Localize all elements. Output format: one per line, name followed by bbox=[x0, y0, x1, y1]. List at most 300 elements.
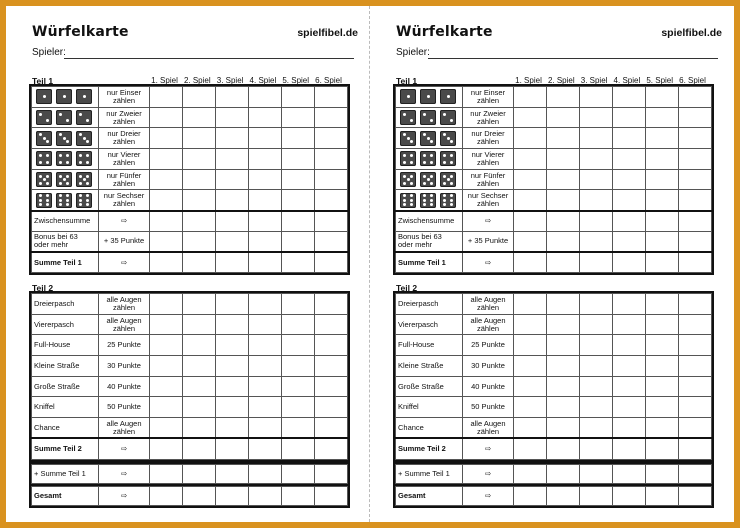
score-cell[interactable] bbox=[547, 418, 580, 439]
score-cell[interactable] bbox=[315, 87, 348, 108]
die-face-6-icon bbox=[56, 193, 72, 208]
score-cell[interactable] bbox=[315, 252, 348, 273]
dice-row bbox=[32, 190, 348, 211]
score-cell[interactable] bbox=[547, 128, 580, 149]
score-cell[interactable] bbox=[547, 231, 580, 252]
score-cell[interactable] bbox=[249, 418, 282, 439]
score-cell[interactable] bbox=[646, 487, 679, 506]
die-face-5-icon bbox=[36, 172, 52, 187]
score-cell[interactable] bbox=[679, 418, 712, 439]
score-cell[interactable] bbox=[646, 169, 679, 190]
score-cell[interactable] bbox=[580, 252, 613, 273]
die-face-6-icon bbox=[400, 193, 416, 208]
rule-text: zählen bbox=[476, 157, 500, 167]
dice-row bbox=[32, 169, 348, 190]
score-cell[interactable] bbox=[249, 487, 282, 506]
combo-row bbox=[396, 376, 712, 397]
score-cell[interactable] bbox=[150, 252, 183, 273]
score-cell[interactable] bbox=[580, 314, 613, 335]
score-cell[interactable] bbox=[646, 314, 679, 335]
score-cell[interactable] bbox=[216, 190, 249, 211]
die-face-5-icon bbox=[76, 172, 92, 187]
score-cell[interactable] bbox=[282, 169, 315, 190]
score-cell[interactable] bbox=[183, 190, 216, 211]
total-table bbox=[31, 486, 348, 506]
score-cell[interactable] bbox=[183, 231, 216, 252]
pip bbox=[447, 137, 450, 140]
score-cell[interactable] bbox=[514, 231, 547, 252]
score-cell[interactable] bbox=[150, 487, 183, 506]
pip bbox=[450, 175, 453, 178]
score-cell[interactable] bbox=[216, 252, 249, 273]
score-cell[interactable] bbox=[547, 335, 580, 356]
score-cell[interactable] bbox=[150, 169, 183, 190]
score-cell[interactable] bbox=[547, 252, 580, 273]
die-face-6-icon bbox=[36, 193, 52, 208]
score-cell[interactable] bbox=[315, 169, 348, 190]
score-cell[interactable] bbox=[613, 314, 646, 335]
score-cell[interactable] bbox=[514, 190, 547, 211]
score-cell[interactable] bbox=[580, 87, 613, 108]
score-cell[interactable] bbox=[183, 107, 216, 128]
score-cell[interactable] bbox=[514, 465, 547, 484]
score-cell[interactable] bbox=[613, 87, 646, 108]
score-cell[interactable] bbox=[150, 356, 183, 377]
score-cell[interactable] bbox=[216, 87, 249, 108]
score-cell[interactable] bbox=[315, 397, 348, 418]
score-cell[interactable] bbox=[679, 252, 712, 273]
score-cell[interactable] bbox=[216, 335, 249, 356]
score-cell[interactable] bbox=[249, 128, 282, 149]
score-cell[interactable] bbox=[646, 190, 679, 211]
score-cell[interactable] bbox=[150, 87, 183, 108]
pip bbox=[46, 182, 49, 185]
score-cell[interactable] bbox=[580, 190, 613, 211]
score-cell[interactable] bbox=[547, 149, 580, 170]
score-cell[interactable] bbox=[514, 211, 547, 232]
die-face-1-icon bbox=[440, 89, 456, 104]
score-cell[interactable] bbox=[249, 190, 282, 211]
pip bbox=[83, 178, 86, 181]
score-cell[interactable] bbox=[679, 87, 712, 108]
score-cell[interactable] bbox=[613, 465, 646, 484]
score-cell[interactable] bbox=[613, 294, 646, 315]
pip bbox=[83, 137, 86, 140]
die-face-4-icon bbox=[420, 151, 436, 166]
score-cell[interactable] bbox=[216, 128, 249, 149]
score-cell[interactable] bbox=[150, 438, 183, 459]
score-cell[interactable] bbox=[150, 128, 183, 149]
pip bbox=[443, 175, 446, 178]
rule-cell bbox=[463, 128, 514, 149]
score-cell[interactable] bbox=[216, 418, 249, 439]
pip bbox=[66, 203, 69, 206]
score-cell[interactable] bbox=[547, 376, 580, 397]
score-cell[interactable] bbox=[150, 107, 183, 128]
bonus-label-cell bbox=[396, 231, 463, 252]
score-cell[interactable] bbox=[249, 231, 282, 252]
score-cell[interactable] bbox=[150, 376, 183, 397]
score-cell[interactable] bbox=[150, 314, 183, 335]
score-cell[interactable] bbox=[547, 87, 580, 108]
score-cell[interactable] bbox=[613, 252, 646, 273]
score-cell[interactable] bbox=[183, 314, 216, 335]
combo-name: Große Straße bbox=[396, 376, 463, 397]
score-cell[interactable] bbox=[613, 335, 646, 356]
score-cell[interactable] bbox=[282, 438, 315, 459]
score-cell[interactable] bbox=[315, 487, 348, 506]
bonus-label: Bonus bei 63 bbox=[398, 232, 442, 242]
bonus-row bbox=[396, 231, 712, 252]
score-cell[interactable] bbox=[150, 335, 183, 356]
dice-cell bbox=[32, 128, 99, 149]
score-cell[interactable] bbox=[613, 149, 646, 170]
pip bbox=[86, 194, 89, 197]
score-cell[interactable] bbox=[679, 438, 712, 459]
score-cell[interactable] bbox=[514, 335, 547, 356]
score-cell[interactable] bbox=[282, 128, 315, 149]
score-cell[interactable] bbox=[216, 211, 249, 232]
score-cell[interactable] bbox=[282, 294, 315, 315]
score-cell[interactable] bbox=[547, 487, 580, 506]
score-cell[interactable] bbox=[183, 356, 216, 377]
combo-points-text: 30 Punkte bbox=[107, 360, 141, 370]
score-cell[interactable] bbox=[249, 211, 282, 232]
score-cell[interactable] bbox=[679, 128, 712, 149]
game-column-header: 4. Spiel bbox=[613, 76, 641, 85]
score-cell[interactable] bbox=[613, 169, 646, 190]
score-cell[interactable] bbox=[315, 211, 348, 232]
score-cell[interactable] bbox=[315, 418, 348, 439]
score-cell[interactable] bbox=[679, 169, 712, 190]
score-cell[interactable] bbox=[514, 169, 547, 190]
score-cell[interactable] bbox=[216, 376, 249, 397]
score-cell[interactable] bbox=[613, 128, 646, 149]
score-cell[interactable] bbox=[547, 356, 580, 377]
score-cell[interactable] bbox=[679, 356, 712, 377]
score-cell[interactable] bbox=[183, 397, 216, 418]
score-cell[interactable] bbox=[613, 376, 646, 397]
score-cell[interactable] bbox=[216, 107, 249, 128]
combo-points-text: 25 Punkte bbox=[107, 340, 141, 350]
score-cell[interactable] bbox=[613, 190, 646, 211]
score-cell[interactable] bbox=[249, 376, 282, 397]
score-cell[interactable] bbox=[679, 314, 712, 335]
score-cell[interactable] bbox=[646, 376, 679, 397]
score-cell[interactable] bbox=[580, 231, 613, 252]
score-cell[interactable] bbox=[183, 252, 216, 273]
game-column-header: 6. Spiel bbox=[679, 76, 706, 85]
score-cell[interactable] bbox=[315, 335, 348, 356]
score-cell[interactable] bbox=[580, 128, 613, 149]
score-cell[interactable] bbox=[282, 465, 315, 484]
arrow-icon: ⇨ bbox=[463, 252, 514, 273]
part2-label: Teil 2 bbox=[32, 283, 54, 293]
score-cell[interactable] bbox=[282, 487, 315, 506]
score-cell[interactable] bbox=[646, 211, 679, 232]
score-cell[interactable] bbox=[150, 418, 183, 439]
score-cell[interactable] bbox=[183, 211, 216, 232]
score-cell[interactable] bbox=[249, 149, 282, 170]
score-cell[interactable] bbox=[613, 231, 646, 252]
score-cell[interactable] bbox=[514, 294, 547, 315]
score-cell[interactable] bbox=[646, 128, 679, 149]
score-cell[interactable] bbox=[613, 211, 646, 232]
score-cell[interactable] bbox=[679, 231, 712, 252]
score-cell[interactable] bbox=[514, 149, 547, 170]
score-cell[interactable] bbox=[514, 128, 547, 149]
score-cell[interactable] bbox=[315, 438, 348, 459]
score-cell[interactable] bbox=[315, 107, 348, 128]
player-name-line[interactable] bbox=[64, 58, 354, 59]
player-name-line[interactable] bbox=[428, 58, 718, 59]
score-cell[interactable] bbox=[580, 149, 613, 170]
score-cell[interactable] bbox=[646, 294, 679, 315]
score-cell[interactable] bbox=[282, 418, 315, 439]
score-cell[interactable] bbox=[249, 294, 282, 315]
score-cell[interactable] bbox=[547, 190, 580, 211]
score-cell[interactable] bbox=[249, 87, 282, 108]
score-cell[interactable] bbox=[183, 87, 216, 108]
score-cell[interactable] bbox=[679, 376, 712, 397]
score-cell[interactable] bbox=[282, 211, 315, 232]
pip bbox=[59, 154, 62, 157]
score-cell[interactable] bbox=[315, 356, 348, 377]
score-cell[interactable] bbox=[282, 376, 315, 397]
combo-name: Dreierpasch bbox=[396, 294, 463, 315]
dice-cell bbox=[396, 128, 463, 149]
pip bbox=[423, 154, 426, 157]
score-cell[interactable] bbox=[183, 128, 216, 149]
score-cell[interactable] bbox=[249, 397, 282, 418]
score-cell[interactable] bbox=[282, 190, 315, 211]
score-cell[interactable] bbox=[315, 149, 348, 170]
score-cell[interactable] bbox=[216, 231, 249, 252]
score-cell[interactable] bbox=[249, 252, 282, 273]
score-cell[interactable] bbox=[282, 397, 315, 418]
score-cell[interactable] bbox=[183, 487, 216, 506]
score-cell[interactable] bbox=[249, 335, 282, 356]
pip bbox=[427, 178, 430, 181]
score-cell[interactable] bbox=[580, 356, 613, 377]
die-face-1-icon bbox=[400, 89, 416, 104]
score-cell[interactable] bbox=[249, 356, 282, 377]
rule-cell bbox=[463, 87, 514, 108]
score-cell[interactable] bbox=[547, 211, 580, 232]
arrow-icon: ⇨ bbox=[99, 487, 150, 506]
score-cell[interactable] bbox=[514, 397, 547, 418]
score-cell[interactable] bbox=[183, 294, 216, 315]
pip bbox=[46, 175, 49, 178]
score-cell[interactable] bbox=[216, 465, 249, 484]
score-cell[interactable] bbox=[646, 465, 679, 484]
score-cell[interactable] bbox=[183, 149, 216, 170]
total-table bbox=[395, 486, 712, 506]
score-cell[interactable] bbox=[679, 397, 712, 418]
pip bbox=[423, 182, 426, 185]
score-cell[interactable] bbox=[183, 438, 216, 459]
score-cell[interactable] bbox=[249, 438, 282, 459]
score-cell[interactable] bbox=[646, 418, 679, 439]
score-cell[interactable] bbox=[580, 107, 613, 128]
score-cell[interactable] bbox=[613, 107, 646, 128]
score-cell[interactable] bbox=[580, 438, 613, 459]
score-cell[interactable] bbox=[282, 356, 315, 377]
score-cell[interactable] bbox=[216, 294, 249, 315]
score-cell[interactable] bbox=[249, 465, 282, 484]
score-cell[interactable] bbox=[249, 107, 282, 128]
score-cell[interactable] bbox=[547, 397, 580, 418]
score-cell[interactable] bbox=[547, 438, 580, 459]
score-cell[interactable] bbox=[150, 149, 183, 170]
score-cell[interactable] bbox=[315, 128, 348, 149]
score-cell[interactable] bbox=[580, 294, 613, 315]
score-cell[interactable] bbox=[315, 190, 348, 211]
combo-points-text: zählen bbox=[476, 302, 500, 312]
score-cell[interactable] bbox=[679, 335, 712, 356]
score-cell[interactable] bbox=[183, 465, 216, 484]
score-cell[interactable] bbox=[514, 356, 547, 377]
score-cell[interactable] bbox=[580, 211, 613, 232]
score-cell[interactable] bbox=[580, 487, 613, 506]
score-cell[interactable] bbox=[150, 231, 183, 252]
score-cell[interactable] bbox=[150, 465, 183, 484]
score-cell[interactable] bbox=[679, 294, 712, 315]
score-cell[interactable] bbox=[580, 465, 613, 484]
bonus-label-cell bbox=[32, 231, 99, 252]
score-cell[interactable] bbox=[249, 314, 282, 335]
score-cell[interactable] bbox=[249, 169, 282, 190]
score-cell[interactable] bbox=[282, 314, 315, 335]
score-cell[interactable] bbox=[580, 397, 613, 418]
combo-name: Dreierpasch bbox=[32, 294, 99, 315]
score-cell[interactable] bbox=[150, 211, 183, 232]
score-cell[interactable] bbox=[580, 335, 613, 356]
score-cell[interactable] bbox=[679, 149, 712, 170]
score-cell[interactable] bbox=[315, 465, 348, 484]
game-column-header: 4. Spiel bbox=[249, 76, 277, 85]
score-cell[interactable] bbox=[282, 335, 315, 356]
score-cell[interactable] bbox=[514, 438, 547, 459]
score-cell[interactable] bbox=[282, 231, 315, 252]
score-cell[interactable] bbox=[216, 438, 249, 459]
score-cell[interactable] bbox=[514, 487, 547, 506]
site-label: spielfibel.de bbox=[661, 27, 722, 39]
score-cell[interactable] bbox=[514, 314, 547, 335]
dice-row bbox=[396, 128, 712, 149]
player-label: Spieler: bbox=[396, 47, 430, 58]
subtotal-label: Zwischensumme bbox=[396, 211, 463, 232]
score-cell[interactable] bbox=[183, 376, 216, 397]
pip bbox=[63, 178, 66, 181]
score-cell[interactable] bbox=[315, 314, 348, 335]
score-cell[interactable] bbox=[282, 252, 315, 273]
combo-points bbox=[99, 335, 150, 356]
part1-label: Teil 1 bbox=[396, 76, 418, 86]
score-cell[interactable] bbox=[315, 294, 348, 315]
score-cell[interactable] bbox=[679, 190, 712, 211]
score-cell[interactable] bbox=[646, 107, 679, 128]
score-cell[interactable] bbox=[646, 231, 679, 252]
score-cell[interactable] bbox=[547, 294, 580, 315]
score-cell[interactable] bbox=[150, 190, 183, 211]
score-cell[interactable] bbox=[646, 438, 679, 459]
score-cell[interactable] bbox=[282, 107, 315, 128]
score-cell[interactable] bbox=[547, 465, 580, 484]
score-cell[interactable] bbox=[547, 314, 580, 335]
score-cell[interactable] bbox=[282, 149, 315, 170]
score-cell[interactable] bbox=[646, 397, 679, 418]
score-cell[interactable] bbox=[646, 87, 679, 108]
score-cell[interactable] bbox=[679, 487, 712, 506]
score-cell[interactable] bbox=[514, 87, 547, 108]
score-cell[interactable] bbox=[216, 397, 249, 418]
score-cell[interactable] bbox=[646, 149, 679, 170]
score-cell[interactable] bbox=[613, 397, 646, 418]
combo-points-text: zählen bbox=[476, 323, 500, 333]
pip bbox=[79, 199, 82, 202]
score-cell[interactable] bbox=[679, 211, 712, 232]
score-cell[interactable] bbox=[580, 418, 613, 439]
score-cell[interactable] bbox=[580, 169, 613, 190]
dice-cell bbox=[32, 190, 99, 211]
score-cell[interactable] bbox=[216, 487, 249, 506]
score-cell[interactable] bbox=[613, 487, 646, 506]
score-cell[interactable] bbox=[183, 335, 216, 356]
score-cell[interactable] bbox=[514, 107, 547, 128]
score-cell[interactable] bbox=[679, 107, 712, 128]
game-column-header: 1. Spiel bbox=[515, 76, 542, 85]
combo-points-text: alle Augen bbox=[106, 294, 142, 304]
score-cell[interactable] bbox=[282, 87, 315, 108]
score-cell[interactable] bbox=[514, 418, 547, 439]
score-cell[interactable] bbox=[183, 169, 216, 190]
sum-part2-label: Summe Teil 2 bbox=[32, 438, 99, 459]
pip bbox=[66, 161, 69, 164]
score-cell[interactable] bbox=[150, 294, 183, 315]
score-cell[interactable] bbox=[216, 356, 249, 377]
score-cell[interactable] bbox=[679, 465, 712, 484]
score-cell[interactable] bbox=[547, 107, 580, 128]
score-cell[interactable] bbox=[613, 356, 646, 377]
pip bbox=[410, 119, 413, 122]
bonus-row bbox=[32, 231, 348, 252]
score-cell[interactable] bbox=[613, 438, 646, 459]
score-cell[interactable] bbox=[315, 231, 348, 252]
score-cell[interactable] bbox=[150, 397, 183, 418]
score-cell[interactable] bbox=[216, 149, 249, 170]
score-cell[interactable] bbox=[646, 252, 679, 273]
score-cell[interactable] bbox=[183, 418, 216, 439]
score-cell[interactable] bbox=[547, 169, 580, 190]
score-cell[interactable] bbox=[216, 314, 249, 335]
dice-row bbox=[396, 87, 712, 108]
pip bbox=[430, 203, 433, 206]
player-label: Spieler: bbox=[32, 47, 66, 58]
score-cell[interactable] bbox=[514, 376, 547, 397]
rule-cell bbox=[99, 87, 150, 108]
dice-row bbox=[32, 149, 348, 170]
score-cell[interactable] bbox=[646, 356, 679, 377]
score-cell[interactable] bbox=[514, 252, 547, 273]
score-cell[interactable] bbox=[216, 169, 249, 190]
pip bbox=[450, 140, 453, 143]
combo-points-text: zählen bbox=[112, 323, 136, 333]
score-cell[interactable] bbox=[646, 335, 679, 356]
score-cell[interactable] bbox=[315, 376, 348, 397]
score-cell[interactable] bbox=[613, 418, 646, 439]
score-cell[interactable] bbox=[580, 376, 613, 397]
